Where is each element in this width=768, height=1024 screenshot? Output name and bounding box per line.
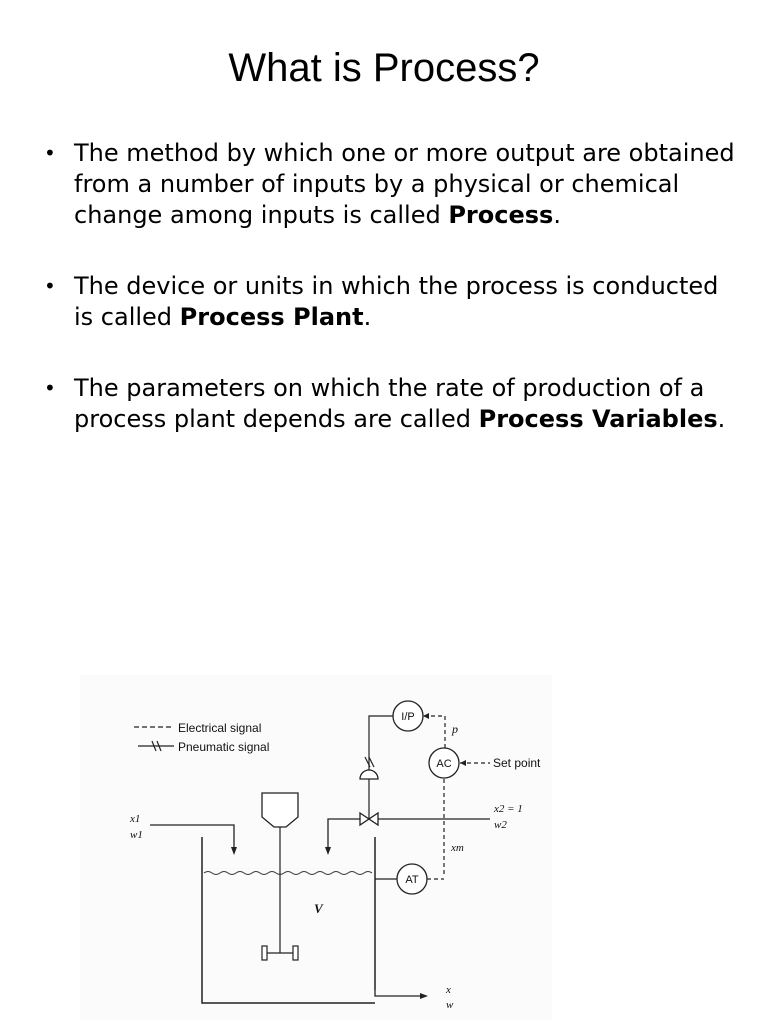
bullet-bold-term: Process — [448, 201, 554, 229]
impeller-blade — [262, 946, 267, 960]
bullet-bold-term: Process Plant — [179, 303, 364, 331]
ip-label: I/P — [401, 711, 415, 723]
xm-label: xm — [451, 842, 464, 854]
volume-label: V — [314, 901, 323, 916]
w-out-label: w — [446, 999, 454, 1011]
bullet-item — [40, 373, 740, 435]
bullet-text-end: . — [553, 201, 561, 229]
x2-label: x2 = 1 — [494, 803, 523, 815]
bullet-text-end: . — [363, 303, 372, 331]
at-label: AT — [405, 874, 419, 886]
ac-label: AC — [436, 758, 452, 770]
bullet-text: The parameters on which the rate of production of a process plant depends are called — [74, 374, 705, 433]
impeller-blade — [293, 946, 298, 960]
bullet-dot: • — [44, 376, 56, 400]
analyzer-transmitter — [397, 864, 427, 894]
agitator-motor — [262, 793, 298, 827]
bullet-item — [40, 138, 740, 231]
bullet-dot: • — [44, 274, 56, 298]
w2-label: w2 — [494, 819, 507, 831]
slide-title: What is Process? — [228, 46, 540, 90]
ip-transducer — [393, 701, 423, 731]
w1-label: w1 — [130, 829, 143, 841]
analyzer-controller — [429, 748, 459, 778]
bullet-text: The method by which one or more output are obtained from a number of inputs by a physical or chemical change among inputs is called — [74, 139, 735, 229]
bullet-text: The device or units in which the process is conducted is called — [74, 272, 719, 331]
set-point-label: Set point — [493, 756, 541, 770]
bullet-bold-term: Process Variables — [478, 405, 718, 433]
legend-electrical-label: Electrical signal — [178, 721, 262, 735]
bullet-list — [40, 138, 740, 475]
p-label: p — [452, 722, 458, 736]
bullet-dot: • — [44, 141, 56, 165]
x-out-label: x — [446, 984, 451, 996]
legend-pneumatic-label: Pneumatic signal — [178, 740, 270, 754]
bullet-text-end: . — [717, 405, 726, 433]
bullet-item — [40, 271, 740, 333]
x1-label: x1 — [130, 813, 141, 825]
process-control-diagram — [80, 675, 552, 1020]
